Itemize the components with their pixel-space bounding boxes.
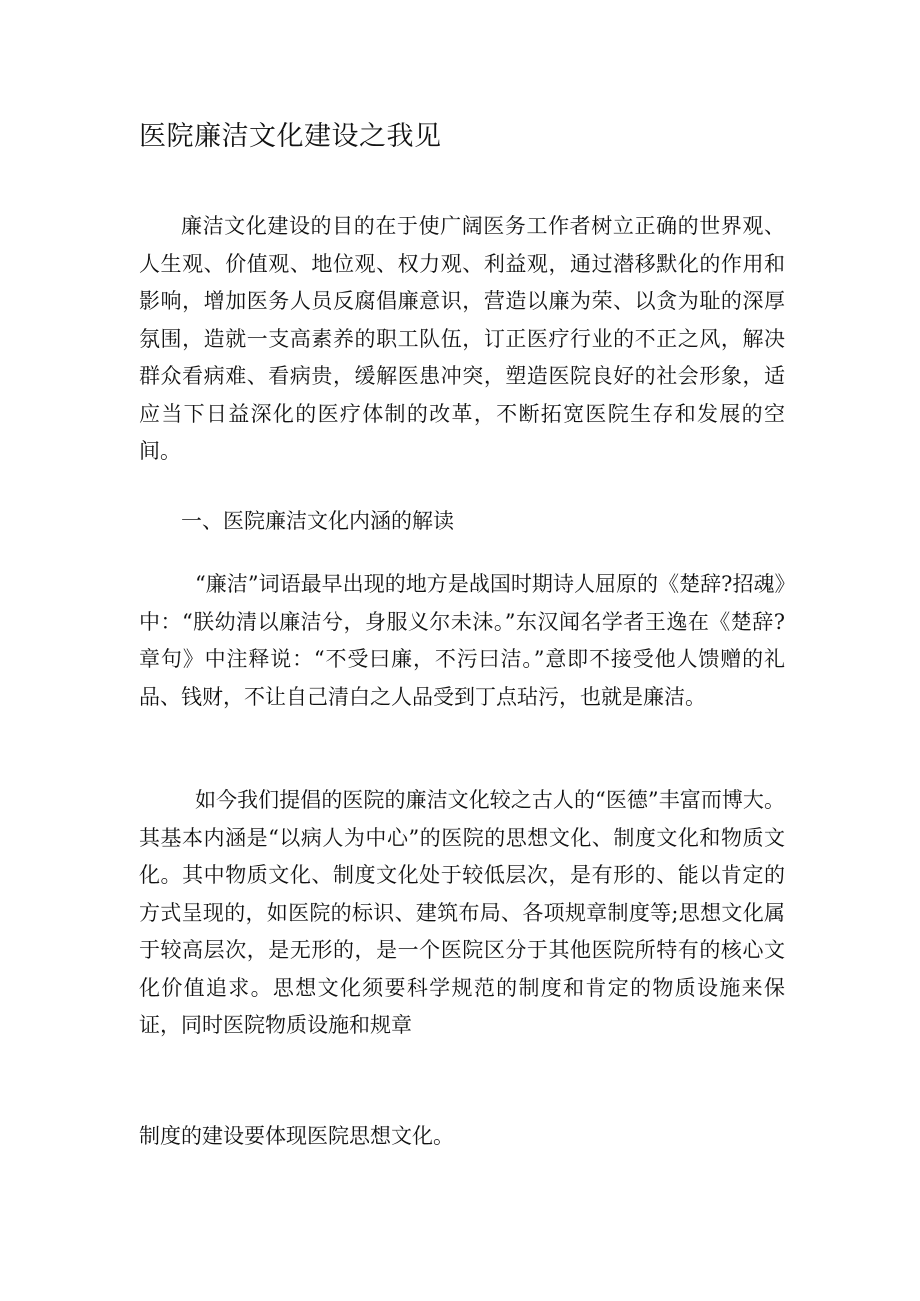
paragraph-lianjie-origin: “廉洁”词语最早出现的地方是战国时期诗人屈原的《楚辞?招魂》中：“朕幼清以廉洁兮，身服义尔未沬。”东汉闻名学者王逸在《楚辞?章句》中注释说：“不受曰廉，不污曰洁。”意即不接受他人馈赠的礼品、钱财，不让自己清白之人品受到丁点玷污，也就是廉洁。	[139, 572, 785, 709]
paragraph-intro: 廉洁文化建设的目的在于使广阔医务工作者树立正确的世界观、人生观、价值观、地位观、权力观、利益观，通过潜移默化的作用和影响，增加医务人员反腐倡廉意识，营造以廉为荣、以贪为耻的深厚氛围，造就一支高素养的职工队伍，订正医疗行业的不正之风，解决群众看病难、看病贵，缓解医患冲突，塑造医院良好的社会形象，适应当下日益深化的医疗体制的改革，不断拓宽医院生存和发展的空间。	[139, 214, 785, 463]
paragraph-continuation: 制度的建设要体现医院思想文化。	[139, 1124, 454, 1148]
section-heading: 一、医院廉洁文化内涵的解读	[181, 509, 454, 533]
document-title: 医院廉洁文化建设之我见	[139, 121, 442, 152]
paragraph-culture-connotation: 如今我们提倡的医院的廉洁文化较之古人的“医德”丰富而博大。其基本内涵是“以病人为中心”的医院的思想文化、制度文化和物质文化。其中物质文化、制度文化处于较低层次，是有形的、能以肯定的方式呈现的，如医院的标识、建筑布局、各项规章制度等;思想文化属于较高层次，是无形的，是一个医院区分于其他医院所特有的核心文化价值追求。思想文化须要科学规范的制度和肯定的物质设施来保证，同时医院物质设施和规章	[139, 788, 785, 1037]
